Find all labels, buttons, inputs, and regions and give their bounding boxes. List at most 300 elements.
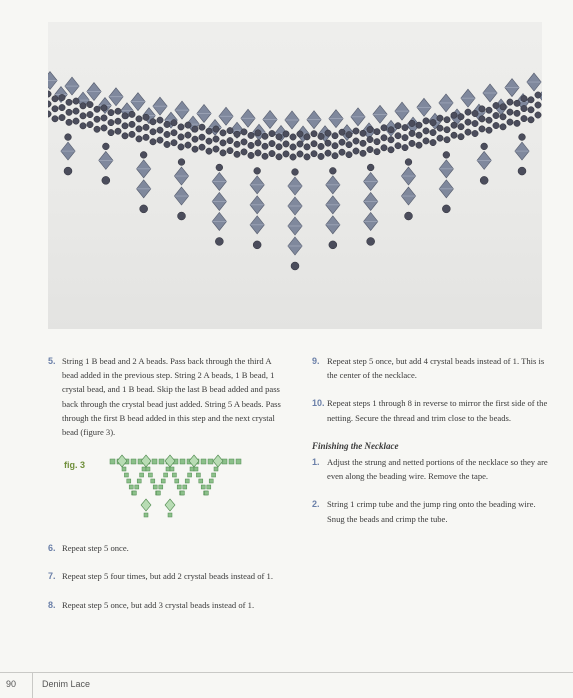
seed-bead xyxy=(178,159,185,166)
seed-bead xyxy=(479,126,485,132)
seed-bead xyxy=(115,118,121,124)
seed-bead xyxy=(178,124,184,130)
seed-bead xyxy=(360,140,366,146)
seed-bead xyxy=(157,127,163,133)
seed-bead xyxy=(318,133,324,139)
seed-bead xyxy=(234,131,240,137)
figure-bead xyxy=(110,459,115,464)
seed-bead xyxy=(486,117,492,123)
seed-bead xyxy=(227,127,233,133)
step-7 xyxy=(48,569,284,583)
seed-bead xyxy=(248,152,254,158)
figure-bead xyxy=(180,459,185,464)
seed-bead xyxy=(178,144,184,150)
seed-bead xyxy=(311,151,317,157)
figure-bead xyxy=(132,491,136,495)
seed-bead xyxy=(52,96,58,102)
step-9 xyxy=(312,354,548,382)
seed-bead xyxy=(346,131,352,137)
seed-bead xyxy=(253,241,261,249)
seed-bead xyxy=(291,262,299,270)
figure-bead xyxy=(214,467,218,471)
seed-bead xyxy=(480,176,488,184)
seed-bead xyxy=(59,114,65,120)
seed-bead xyxy=(262,153,268,159)
seed-bead xyxy=(185,132,191,138)
seed-bead xyxy=(353,148,359,154)
seed-bead xyxy=(216,164,223,171)
seed-bead xyxy=(304,134,310,140)
seed-bead xyxy=(171,120,177,126)
seed-bead xyxy=(486,127,492,133)
seed-bead xyxy=(507,109,513,115)
step-number: 2. xyxy=(312,499,320,510)
seed-bead xyxy=(444,127,450,133)
seed-bead xyxy=(220,130,226,136)
seed-bead xyxy=(444,137,450,143)
seed-bead xyxy=(346,141,352,147)
seed-bead xyxy=(360,130,366,136)
seed-bead xyxy=(430,129,436,135)
seed-bead xyxy=(367,146,373,152)
page-footer xyxy=(0,672,573,698)
finish-step-2 xyxy=(312,497,548,525)
seed-bead xyxy=(535,112,541,118)
seed-bead xyxy=(304,154,310,160)
figure-bead xyxy=(129,485,133,489)
figure-bead xyxy=(152,459,157,464)
seed-bead xyxy=(381,125,387,131)
seed-bead xyxy=(388,137,394,143)
seed-bead xyxy=(481,143,488,150)
seed-bead xyxy=(283,131,289,137)
figure-bead xyxy=(142,467,146,471)
seed-bead xyxy=(213,136,219,142)
seed-bead xyxy=(227,137,233,143)
seed-bead xyxy=(374,148,380,154)
figure-bead xyxy=(201,485,205,489)
seed-bead xyxy=(276,144,282,150)
figure-bead xyxy=(172,473,176,477)
figure-bead xyxy=(161,479,165,483)
seed-bead xyxy=(367,126,373,132)
seed-bead xyxy=(458,134,464,140)
seed-bead xyxy=(59,94,65,100)
seed-bead xyxy=(241,129,247,135)
seed-bead xyxy=(423,138,429,144)
seed-bead xyxy=(192,146,198,152)
seed-bead xyxy=(108,109,114,115)
seed-bead xyxy=(80,113,86,119)
necklace-illustration xyxy=(48,22,542,329)
figure-crystal xyxy=(189,455,199,467)
seed-bead xyxy=(521,105,527,111)
seed-bead xyxy=(178,212,186,220)
seed-bead xyxy=(472,110,478,116)
seed-bead xyxy=(388,127,394,133)
footer-divider xyxy=(32,672,33,698)
figure-bead xyxy=(127,479,131,483)
seed-bead xyxy=(129,121,135,127)
figure-bead xyxy=(209,479,213,483)
seed-bead xyxy=(108,129,114,135)
seed-bead xyxy=(94,106,100,112)
seed-bead xyxy=(521,95,527,101)
figure-bead xyxy=(204,491,208,495)
seed-bead xyxy=(367,136,373,142)
figure-crystal xyxy=(165,455,175,467)
figure-bead xyxy=(212,473,216,477)
seed-bead xyxy=(136,126,142,132)
seed-bead xyxy=(220,140,226,146)
seed-bead xyxy=(276,134,282,140)
seed-bead xyxy=(66,119,72,125)
figure-crystal xyxy=(213,455,223,467)
seed-bead xyxy=(269,130,275,136)
seed-bead xyxy=(292,169,299,176)
figure-bead xyxy=(124,473,128,477)
seed-bead xyxy=(442,205,450,213)
seed-bead xyxy=(514,110,520,116)
figure-crystal xyxy=(141,455,151,467)
figure-bead xyxy=(199,479,203,483)
seed-bead xyxy=(150,129,156,135)
figure-bead xyxy=(153,485,157,489)
necklace-photo xyxy=(48,22,542,329)
seed-bead xyxy=(199,124,205,130)
seed-bead xyxy=(329,167,336,174)
seed-bead xyxy=(164,121,170,127)
seed-bead xyxy=(493,122,499,128)
seed-bead xyxy=(367,164,374,171)
seed-bead xyxy=(500,104,506,110)
seed-bead xyxy=(234,151,240,157)
seed-bead xyxy=(48,111,51,117)
seed-bead xyxy=(241,139,247,145)
seed-bead xyxy=(395,143,401,149)
figure-bead xyxy=(166,467,170,471)
figure-bead xyxy=(122,467,126,471)
step-text: Repeat step 5 four times, but add 2 crystal beads instead of 1. xyxy=(62,571,273,582)
seed-bead xyxy=(405,159,412,166)
seed-bead xyxy=(395,123,401,129)
seed-bead xyxy=(276,154,282,160)
seed-bead xyxy=(48,91,51,97)
figure-bead xyxy=(164,473,168,477)
left-column xyxy=(48,354,284,626)
figure-bead xyxy=(170,467,174,471)
seed-bead xyxy=(140,205,148,213)
seed-bead xyxy=(290,144,296,150)
seed-bead xyxy=(164,141,170,147)
seed-bead xyxy=(535,102,541,108)
seed-bead xyxy=(521,115,527,121)
seed-bead xyxy=(416,132,422,138)
seed-bead xyxy=(444,117,450,123)
figure-bead xyxy=(151,479,155,483)
step-number: 5. xyxy=(48,356,56,366)
seed-bead xyxy=(73,118,79,124)
seed-bead xyxy=(465,119,471,125)
seed-bead xyxy=(395,133,401,139)
seed-bead xyxy=(255,150,261,156)
seed-bead xyxy=(213,146,219,152)
figure-crystal xyxy=(141,499,151,511)
step-number: 9. xyxy=(312,356,320,366)
seed-bead xyxy=(535,92,541,98)
seed-bead xyxy=(220,150,226,156)
seed-bead xyxy=(500,124,506,130)
seed-bead xyxy=(528,97,534,103)
seed-bead xyxy=(437,125,443,131)
seed-bead xyxy=(171,130,177,136)
seed-bead xyxy=(381,135,387,141)
figure-bead xyxy=(183,485,187,489)
figure-bead xyxy=(207,485,211,489)
seed-bead xyxy=(388,147,394,153)
figure-bead xyxy=(168,513,172,517)
seed-bead xyxy=(122,113,128,119)
seed-bead xyxy=(486,107,492,113)
seed-bead xyxy=(234,141,240,147)
seed-bead xyxy=(94,116,100,122)
seed-bead xyxy=(374,128,380,134)
figure-bead xyxy=(148,473,152,477)
seed-bead xyxy=(115,108,121,114)
seed-bead xyxy=(129,131,135,137)
seed-bead xyxy=(437,115,443,121)
seed-bead xyxy=(402,144,408,150)
seed-bead xyxy=(409,130,415,136)
step-6 xyxy=(48,541,284,555)
step-text: Adjust the strung and netted portions of the necklace so they are even along the beading wire. Remove the tape. xyxy=(327,457,548,482)
seed-bead xyxy=(129,111,135,117)
seed-bead xyxy=(80,123,86,129)
figure-bead xyxy=(159,459,164,464)
step-10 xyxy=(312,396,548,424)
seed-bead xyxy=(255,130,261,136)
right-column xyxy=(312,354,548,540)
seed-bead xyxy=(374,138,380,144)
seed-bead xyxy=(451,132,457,138)
seed-bead xyxy=(192,126,198,132)
step-text: Repeat step 5 once. xyxy=(62,543,129,554)
seed-bead xyxy=(206,138,212,144)
seed-bead xyxy=(241,149,247,155)
seed-bead xyxy=(416,122,422,128)
step-number: 7. xyxy=(48,571,56,582)
seed-bead xyxy=(311,141,317,147)
seed-bead xyxy=(143,134,149,140)
seed-bead xyxy=(325,150,331,156)
seed-bead xyxy=(73,98,79,104)
figure-bead xyxy=(140,473,144,477)
step-5 xyxy=(48,354,284,439)
seed-bead xyxy=(297,131,303,137)
seed-bead xyxy=(185,142,191,148)
seed-bead xyxy=(339,139,345,145)
seed-bead xyxy=(262,133,268,139)
seed-bead xyxy=(94,126,100,132)
step-number: 10. xyxy=(312,398,325,409)
seed-bead xyxy=(290,154,296,160)
figure-bead xyxy=(159,485,163,489)
seed-bead xyxy=(150,139,156,145)
seed-bead xyxy=(185,122,191,128)
seed-bead xyxy=(437,135,443,141)
seed-bead xyxy=(150,119,156,125)
seed-bead xyxy=(443,151,450,158)
seed-bead xyxy=(227,147,233,153)
seed-bead xyxy=(514,100,520,106)
seed-bead xyxy=(465,129,471,135)
seed-bead xyxy=(458,124,464,130)
seed-bead xyxy=(143,124,149,130)
seed-bead xyxy=(325,130,331,136)
figure-bead xyxy=(146,467,150,471)
seed-bead xyxy=(157,137,163,143)
seed-bead xyxy=(528,107,534,113)
step-text: Repeat step 5 once, but add 4 crystal beads instead of 1. This is the center of the necklace. xyxy=(327,356,545,381)
seed-bead xyxy=(465,109,471,115)
seed-bead xyxy=(136,116,142,122)
seed-bead xyxy=(87,101,93,107)
seed-bead xyxy=(409,140,415,146)
seed-bead xyxy=(346,151,352,157)
seed-bead xyxy=(519,134,526,141)
seed-bead xyxy=(409,120,415,126)
figure-bead xyxy=(185,479,189,483)
figure-bead xyxy=(175,479,179,483)
seed-bead xyxy=(360,150,366,156)
seed-bead xyxy=(381,145,387,151)
seed-bead xyxy=(164,131,170,137)
seed-bead xyxy=(451,122,457,128)
seed-bead xyxy=(269,140,275,146)
seed-bead xyxy=(206,128,212,134)
seed-bead xyxy=(283,151,289,157)
seed-bead xyxy=(213,126,219,132)
seed-bead xyxy=(311,131,317,137)
seed-bead xyxy=(339,149,345,155)
step-number: 6. xyxy=(48,543,56,554)
seed-bead xyxy=(140,151,147,158)
seed-bead xyxy=(493,112,499,118)
figure-bead xyxy=(131,459,136,464)
seed-bead xyxy=(52,116,58,122)
figure-bead xyxy=(177,485,181,489)
figure-bead xyxy=(144,513,148,517)
seed-bead xyxy=(339,129,345,135)
seed-bead xyxy=(500,114,506,120)
seed-bead xyxy=(206,148,212,154)
seed-bead xyxy=(52,106,58,112)
seed-bead xyxy=(87,121,93,127)
seed-bead xyxy=(87,111,93,117)
seed-bead xyxy=(115,128,121,134)
seed-bead xyxy=(262,143,268,149)
seed-bead xyxy=(102,143,109,150)
seed-bead xyxy=(290,134,296,140)
page-number: 90 xyxy=(6,679,17,689)
seed-bead xyxy=(297,151,303,157)
seed-bead xyxy=(405,212,413,220)
figure-crystal xyxy=(165,499,175,511)
step-text: Repeat steps 1 through 8 in reverse to mirror the first side of the netting. Secure the thread and trim close to the beads. xyxy=(327,398,548,423)
section-heading: Finishing the Necklace xyxy=(312,440,399,451)
seed-bead xyxy=(101,105,107,111)
seed-bead xyxy=(493,102,499,108)
seed-bead xyxy=(329,241,337,249)
step-text: String 1 crimp tube and the jump ring onto the beading wire. Snug the beads and crimp the tube. xyxy=(327,499,536,524)
seed-bead xyxy=(65,134,72,141)
seed-bead xyxy=(48,101,51,107)
seed-bead xyxy=(318,143,324,149)
seed-bead xyxy=(143,114,149,120)
finish-step-1 xyxy=(312,455,548,483)
seed-bead xyxy=(318,153,324,159)
footer-rule xyxy=(0,672,573,673)
seed-bead xyxy=(479,116,485,122)
step-text: Repeat step 5 once, but add 3 crystal beads instead of 1. xyxy=(62,599,255,610)
seed-bead xyxy=(102,176,110,184)
figure-crystal xyxy=(117,455,127,467)
seed-bead xyxy=(269,150,275,156)
seed-bead xyxy=(297,141,303,147)
figure-label: fig. 3 xyxy=(64,460,86,471)
seed-bead xyxy=(248,132,254,138)
seed-bead xyxy=(101,125,107,131)
seed-bead xyxy=(416,142,422,148)
seed-bead xyxy=(332,153,338,159)
seed-bead xyxy=(430,119,436,125)
seed-bead xyxy=(66,99,72,105)
seed-bead xyxy=(136,136,142,142)
figure-bead xyxy=(190,467,194,471)
seed-bead xyxy=(353,138,359,144)
seed-bead xyxy=(451,112,457,118)
seed-bead xyxy=(192,136,198,142)
seed-bead xyxy=(80,103,86,109)
book-section-title: Denim Lace xyxy=(42,679,91,689)
seed-bead xyxy=(479,106,485,112)
seed-bead xyxy=(255,140,261,146)
seed-bead xyxy=(59,104,65,110)
seed-bead xyxy=(353,128,359,134)
figure-bead xyxy=(201,459,206,464)
seed-bead xyxy=(472,120,478,126)
seed-bead xyxy=(248,142,254,148)
seed-bead xyxy=(122,133,128,139)
seed-bead xyxy=(199,134,205,140)
seed-bead xyxy=(199,144,205,150)
seed-bead xyxy=(304,144,310,150)
figure-bead xyxy=(137,479,141,483)
seed-bead xyxy=(507,99,513,105)
seed-bead xyxy=(73,108,79,114)
seed-bead xyxy=(332,143,338,149)
beadwork-diagram xyxy=(106,453,256,523)
figure-bead xyxy=(229,459,234,464)
seed-bead xyxy=(528,117,534,123)
figure-3 xyxy=(48,453,284,523)
figure-bead xyxy=(194,467,198,471)
seed-bead xyxy=(402,124,408,130)
seed-bead xyxy=(108,119,114,125)
seed-bead xyxy=(518,167,526,175)
seed-bead xyxy=(430,139,436,145)
step-8 xyxy=(48,598,284,612)
